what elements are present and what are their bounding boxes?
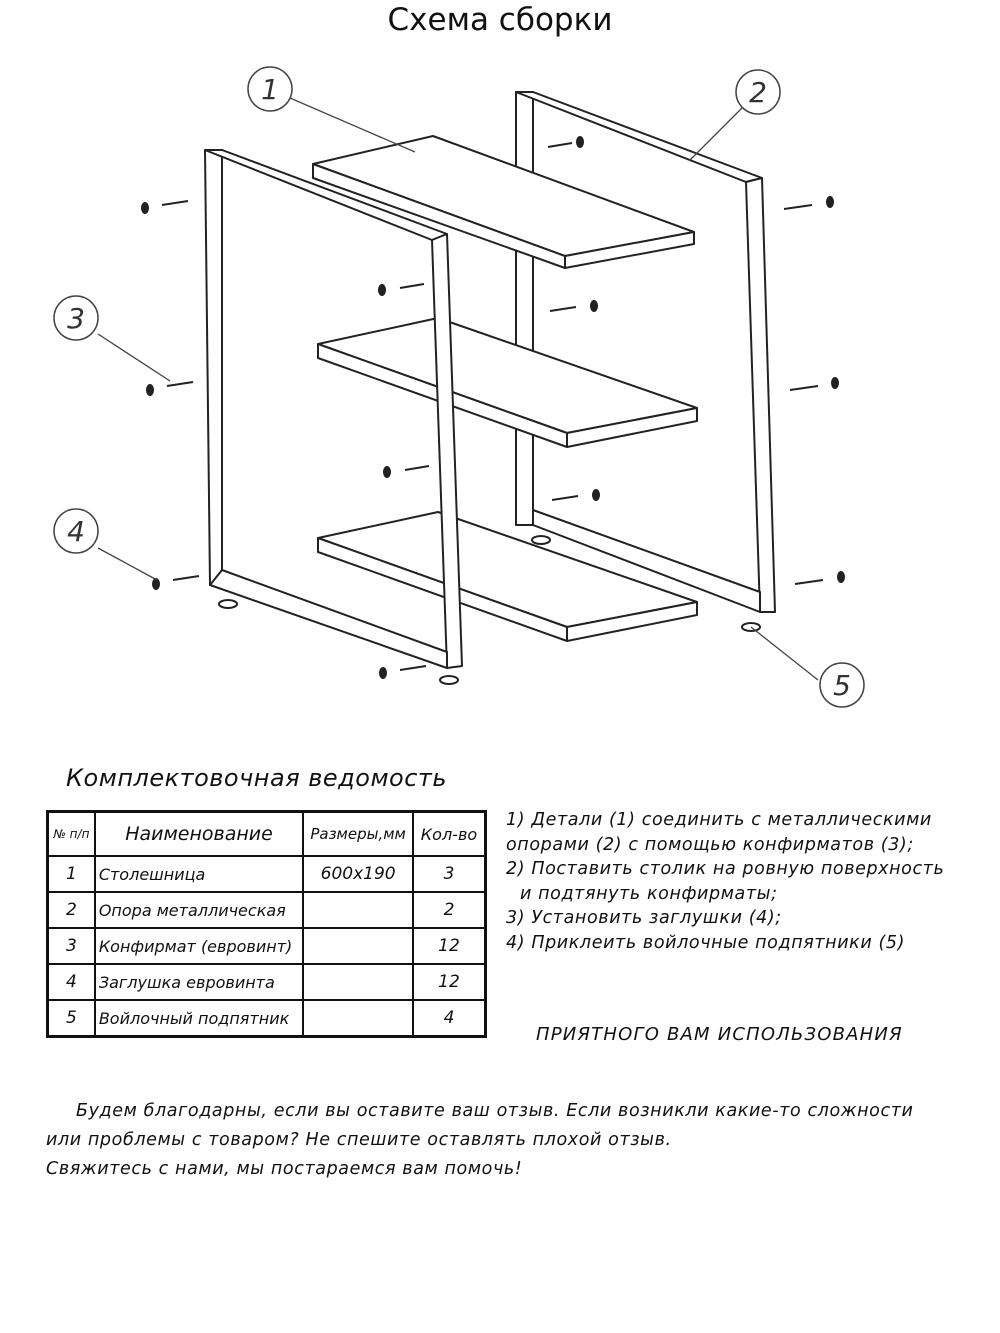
- row-qty: 12: [413, 928, 486, 964]
- row-size: 600x190: [303, 856, 413, 892]
- screw-mid-2: [384, 466, 429, 477]
- screw-left-1: [142, 201, 188, 213]
- feedback-note: [46, 1097, 986, 1184]
- shelf-bottom: [318, 512, 697, 641]
- instruction-line: 3) Установить заглушки (4);: [506, 908, 782, 928]
- screw-right-2: [790, 378, 838, 390]
- assembly-instructions: [506, 808, 986, 955]
- feedback-line: Свяжитесь с нами, мы постараемся вам помочь!: [46, 1159, 523, 1179]
- page-title: Схема сборки: [387, 2, 613, 38]
- screw-back-3: [552, 490, 599, 500]
- feedback-line: Будем благодарны, если вы оставите ваш отзыв. Если возникли какие-то сложности: [76, 1101, 914, 1121]
- row-qty: 4: [413, 1000, 486, 1037]
- header-number: № п/п: [48, 812, 95, 857]
- spec-table: [46, 810, 487, 1038]
- table-row: [48, 964, 486, 1000]
- callout-label-1: 1: [261, 73, 279, 106]
- row-number: 4: [48, 964, 95, 1000]
- instruction-line: и подтянуть конфирматы;: [520, 883, 778, 904]
- shelf-top: [313, 136, 694, 268]
- spec-title: Комплектовочная ведомость: [66, 764, 448, 792]
- callout-label-2: 2: [749, 76, 767, 109]
- header-size: Размеры,мм: [303, 812, 413, 857]
- row-qty: 3: [413, 856, 486, 892]
- screw-back-2: [550, 301, 597, 311]
- table-row: [48, 892, 486, 928]
- screw-mid-1: [379, 284, 424, 295]
- row-size: [303, 1000, 413, 1037]
- row-name: Опора металлическая: [95, 892, 303, 928]
- table-header-row: [48, 812, 486, 857]
- instruction-line: опорами (2) с помощью конфирматов (3);: [506, 834, 914, 855]
- row-number: 3: [48, 928, 95, 964]
- shelf-middle: [318, 318, 697, 447]
- row-number: 5: [48, 1000, 95, 1037]
- row-qty: 2: [413, 892, 486, 928]
- instruction-line: 2) Поставить столик на ровную поверхность: [506, 859, 945, 879]
- callout-label-5: 5: [833, 669, 851, 702]
- row-number: 2: [48, 892, 95, 928]
- screw-left-2: [147, 382, 193, 395]
- screw-mid-3: [380, 666, 426, 678]
- row-size: [303, 964, 413, 1000]
- table-row: [48, 856, 486, 892]
- callout-label-3: 3: [67, 302, 85, 335]
- screw-left-3: [153, 576, 199, 589]
- row-number: 1: [48, 856, 95, 892]
- screw-right-3: [795, 572, 844, 584]
- screw-right-1: [784, 197, 833, 209]
- row-size: [303, 892, 413, 928]
- screw-back-1: [548, 137, 583, 147]
- closing-message: ПРИЯТНОГО ВАМ ИСПОЛЬЗОВАНИЯ: [536, 1024, 903, 1045]
- assembly-drawing: [0, 40, 1000, 740]
- row-name: Конфирмат (евровинт): [95, 928, 303, 964]
- table-row: [48, 1000, 486, 1037]
- feedback-line: или проблемы с товаром? Не спешите оставлять плохой отзыв.: [46, 1130, 672, 1150]
- row-name: Заглушка евровинта: [95, 964, 303, 1000]
- back-frame: [516, 92, 775, 612]
- table-row: [48, 928, 486, 964]
- row-name: Столешница: [95, 856, 303, 892]
- row-qty: 12: [413, 964, 486, 1000]
- header-name: Наименование: [95, 812, 303, 857]
- row-name: Войлочный подпятник: [95, 1000, 303, 1037]
- callout-label-4: 4: [67, 515, 85, 548]
- row-size: [303, 928, 413, 964]
- instruction-line: 4) Приклеить войлочные подпятники (5): [506, 932, 906, 953]
- instruction-line: 1) Детали (1) соединить с металлическими: [506, 810, 932, 830]
- header-qty: Кол-во: [413, 812, 486, 857]
